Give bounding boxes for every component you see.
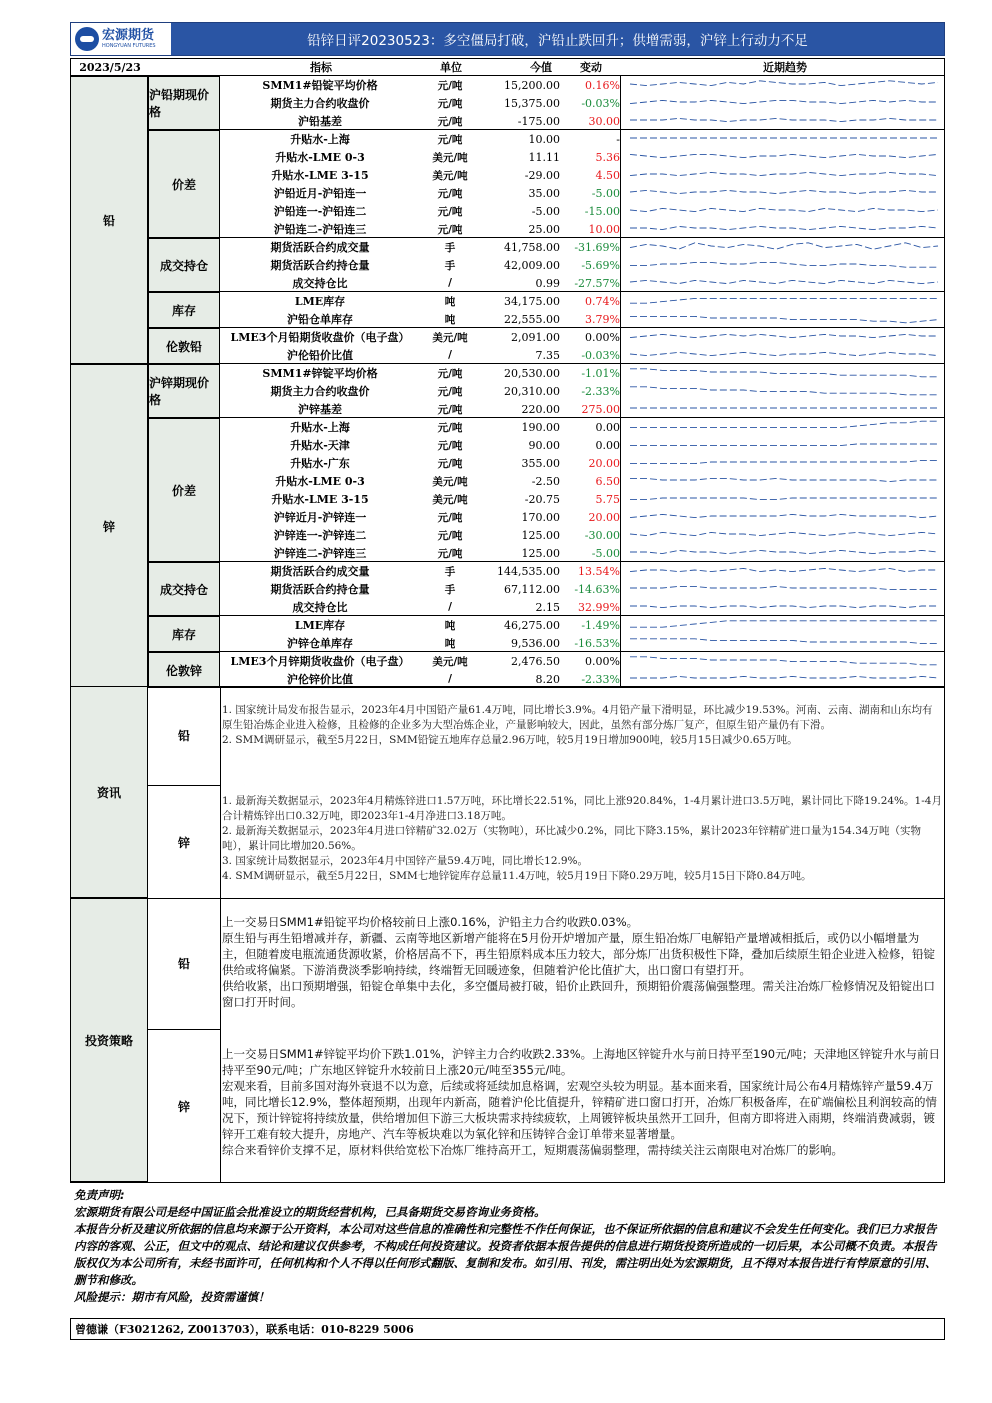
news-lead-item: 2. SMM调研显示，截至5月22日，SMM铅锭五地库存总量2.96万吨，较5月19日增加900吨，较5月15日减少0.65万吨。 xyxy=(222,734,798,746)
unit-value: 手 xyxy=(444,565,456,578)
company-logo xyxy=(71,23,171,55)
indicator-name: LME库存 xyxy=(294,295,346,308)
report-header xyxy=(70,22,945,56)
trend-sparkline xyxy=(626,131,942,147)
sparkline-path xyxy=(630,280,938,283)
change-value: 0.74% xyxy=(585,294,620,308)
current-value: 220.00 xyxy=(521,402,560,416)
trend-sparkline xyxy=(626,275,942,291)
indicator-name: 期货活跃合约持仓量 xyxy=(270,259,370,272)
change-value: -5.00 xyxy=(591,546,620,560)
divider xyxy=(70,898,945,899)
current-value: -5.00 xyxy=(531,204,560,218)
report-title: 铅锌日评20230523：多空僵局打破，沪铅止跌回升；供增需弱，沪锌上行动力不足 xyxy=(171,23,944,55)
change-value: -2.33% xyxy=(581,672,620,686)
change-value: 0.00% xyxy=(585,654,620,668)
current-value: 42,009.00 xyxy=(504,258,560,272)
group-label: 成交持仓 xyxy=(148,562,220,616)
value-header: 今值 xyxy=(530,61,552,74)
current-value: 15,375.00 xyxy=(504,96,560,110)
group-label: 伦敦铅 xyxy=(148,328,220,364)
group-label: 成交持仓 xyxy=(148,238,220,292)
change-value: 20.00 xyxy=(588,456,620,470)
change-value: - xyxy=(616,132,620,146)
trend-sparkline xyxy=(626,311,942,327)
trend-sparkline xyxy=(626,401,942,417)
trend-sparkline xyxy=(626,149,942,165)
sparkline-path xyxy=(630,478,938,481)
indicator-name: 升贴水-上海 xyxy=(290,421,350,434)
unit-value: 元/吨 xyxy=(437,439,463,452)
unit-value: 美元/吨 xyxy=(432,655,468,668)
indicator-name: 升贴水-上海 xyxy=(290,133,350,146)
unit-value: 手 xyxy=(444,241,456,254)
change-value: -15.00 xyxy=(584,204,620,218)
unit-value: 吨 xyxy=(444,295,456,308)
indicator-name: 升贴水-LME 0-3 xyxy=(275,475,365,488)
current-value: 34,175.00 xyxy=(504,294,560,308)
change-value: -31.69% xyxy=(574,240,620,254)
news-zinc-item: 3. 国家统计局数据显示，2023年4月中国锌产量59.4万吨，同比增长12.9%。 xyxy=(222,855,588,867)
unit-value: 吨 xyxy=(444,619,456,632)
change-value: -1.01% xyxy=(581,366,620,380)
unit-value: 元/吨 xyxy=(437,205,463,218)
sparkline-path xyxy=(630,369,938,377)
trend-sparkline xyxy=(626,599,942,615)
current-value: 7.35 xyxy=(535,348,560,362)
current-value: 125.00 xyxy=(521,528,560,542)
change-value: 30.00 xyxy=(588,114,620,128)
unit-value: 美元/吨 xyxy=(432,151,468,164)
unit-value: 美元/吨 xyxy=(432,475,468,488)
strategy-lead-para: 上一交易日SMM1#铅锭平均价格较前日上涨0.16%，沪铅主力合约收跌0.03%。 xyxy=(222,915,639,929)
trend-sparkline xyxy=(626,77,942,93)
unit-value: 吨 xyxy=(444,637,456,650)
sparkline-path xyxy=(630,262,938,267)
trend-sparkline xyxy=(626,329,942,345)
trend-sparkline xyxy=(626,491,942,507)
sparkline-path xyxy=(630,208,938,211)
sparkline-path xyxy=(630,334,938,337)
change-value: -2.33% xyxy=(581,384,620,398)
unit-value: / xyxy=(448,349,452,361)
group-label: 价差 xyxy=(148,418,220,562)
current-value: 190.00 xyxy=(521,420,560,434)
unit-value: 元/吨 xyxy=(437,79,463,92)
logo-icon xyxy=(75,27,99,51)
unit-header: 单位 xyxy=(440,61,462,74)
current-value: 20,310.00 xyxy=(504,384,560,398)
trend-sparkline xyxy=(626,653,942,669)
current-value: 144,535.00 xyxy=(497,564,560,578)
unit-value: 元/吨 xyxy=(437,457,463,470)
indicator-name: 沪铅连二-沪铅连三 xyxy=(273,223,367,236)
indicator-name: 升贴水-LME 3-15 xyxy=(271,493,369,506)
change-value: -14.63% xyxy=(574,582,620,596)
change-value: 5.75 xyxy=(595,492,620,506)
sparkline-path xyxy=(630,568,938,571)
change-value: 20.00 xyxy=(588,510,620,524)
trend-header: 近期趋势 xyxy=(763,61,807,74)
divider xyxy=(148,687,945,688)
sparkline-path xyxy=(630,352,938,355)
sparkline-path xyxy=(630,154,938,157)
unit-value: 元/吨 xyxy=(437,385,463,398)
group-label: 沪铅期现价格 xyxy=(148,76,220,130)
divider xyxy=(70,686,945,687)
report-sheet xyxy=(70,22,945,1340)
sparkline-path xyxy=(630,243,938,249)
divider xyxy=(70,686,71,1182)
sparkline-path xyxy=(630,606,938,608)
sparkline-path xyxy=(630,621,938,627)
divider xyxy=(944,58,945,688)
current-value: 9,536.00 xyxy=(511,636,560,650)
report-date: 2023/5/23 xyxy=(79,60,141,74)
indicator-name: 沪锌近月-沪锌连一 xyxy=(273,511,367,524)
indicator-name: 沪伦铅价比值 xyxy=(287,349,353,362)
indicator-name: 成交持仓比 xyxy=(292,601,348,614)
indicator-header: 指标 xyxy=(310,61,332,74)
sparkline-path xyxy=(630,298,938,303)
strategy-zinc-para: 上一交易日SMM1#锌锭平均价下跌1.01%，沪锌主力合约收跌2.33%。上海地区锌锭升水与前日持平至190元/吨；天津地区锌锭升水与前日持平至90元/吨；广东地区锌锭升水较前日上涨20元/吨至355元/吨。 xyxy=(222,1047,940,1077)
indicator-name: 期货主力合约收盘价 xyxy=(270,385,370,398)
strategy-zinc-para: 宏观来看，目前多国对海外衰退不以为意，后续或将延续加息格调，宏观空头较为明显。基本面来看，国家统计局公布4月精炼锌产量59.4万吨，同比增长12.9%，整体超预期，出现年内新高，随着沪伦比值提升，锌精矿进口窗口打开，冶炼厂积极备库，在矿端偏松且利润较高的情况下，预计锌锭将持续放量，供给增加但下游三大板块需求持续疲软，上周镀锌板块虽然开工回升，但南方即将进入雨期，终端消费减弱，镀锌开工难有较大提升，房地产、汽车等板块难以为氧化锌和压铸锌合金订单带来显著增量。 xyxy=(222,1079,938,1141)
change-value: 0.16% xyxy=(585,78,620,92)
indicator-name: 成交持仓比 xyxy=(292,277,348,290)
analyst-contact: 曾德谦（F3021262, Z0013703），联系电话：010-8229 5006 xyxy=(70,1318,945,1340)
change-value: 13.54% xyxy=(578,564,620,578)
indicator-name: 沪锌连二-沪锌连三 xyxy=(273,547,367,560)
sparkline-path xyxy=(630,639,938,644)
sparkline-path xyxy=(630,657,938,665)
change-value: -27.57% xyxy=(574,276,620,290)
indicator-name: 升贴水-LME 0-3 xyxy=(275,151,365,164)
logo-english: HONGYUAN FUTURES xyxy=(102,43,156,49)
trend-sparkline xyxy=(626,473,942,489)
unit-value: 元/吨 xyxy=(437,187,463,200)
sparkline-path xyxy=(630,387,938,395)
strategy-lead-para: 供给收紧，出口预期增强，铅锭仓单集中去化，多空僵局被打破，铅价止跌回升，预期铅价震荡偏强整理。需关注冶炼厂检修情况及铅锭出口窗口打开时间。 xyxy=(222,979,935,1009)
change-value: -5.69% xyxy=(581,258,620,272)
indicator-name: 期货活跃合约成交量 xyxy=(270,241,370,254)
indicator-name: LME3个月锌期货收盘价（电子盘） xyxy=(230,655,410,668)
current-value: -2.50 xyxy=(531,474,560,488)
divider xyxy=(220,686,221,1182)
trend-sparkline xyxy=(626,509,942,525)
current-value: 11.11 xyxy=(528,150,560,164)
indicator-name: 沪铅连一-沪铅连二 xyxy=(273,205,367,218)
change-value: 0.00% xyxy=(585,330,620,344)
indicator-name: 升贴水-广东 xyxy=(290,457,350,470)
sparkline-path xyxy=(630,444,938,446)
sparkline-path xyxy=(630,100,938,103)
unit-value: 元/吨 xyxy=(437,511,463,524)
group-label: 伦敦锌 xyxy=(148,652,220,688)
indicator-name: 升贴水-LME 3-15 xyxy=(271,169,369,182)
sparkline-path xyxy=(630,226,938,229)
sparkline-path xyxy=(630,514,938,517)
strategy-zinc-text xyxy=(222,1046,942,1158)
change-value: 0.00 xyxy=(595,438,620,452)
current-value: 10.00 xyxy=(528,132,560,146)
trend-sparkline xyxy=(626,581,942,597)
current-value: 41,758.00 xyxy=(504,240,560,254)
trend-sparkline xyxy=(626,221,942,237)
change-value: 6.50 xyxy=(595,474,620,488)
news-zinc-item: 1. 最新海关数据显示，2023年4月精炼锌进口1.57万吨，环比增长22.51%，同比上涨920.84%，1-4月累计进口3.5万吨，累计同比下降19.24%。1-4月合计精炼锌出口0.32万吨，即2023年1-4月净进口3.18万吨。 xyxy=(222,795,942,822)
unit-value: 美元/吨 xyxy=(432,331,468,344)
current-value: 67,112.00 xyxy=(504,582,560,596)
strategy-lead-label: 铅 xyxy=(148,898,220,1030)
unit-value: 元/吨 xyxy=(437,223,463,236)
current-value: 2.15 xyxy=(535,600,560,614)
current-value: 2,476.50 xyxy=(511,654,560,668)
indicator-name: SMM1#锌锭平均价格 xyxy=(262,367,378,380)
indicator-name: 沪锌基差 xyxy=(298,403,342,416)
trend-sparkline xyxy=(626,185,942,201)
change-value: 3.79% xyxy=(585,312,620,326)
trend-sparkline xyxy=(626,617,942,633)
disclaimer-line: 本报告分析及建议所依据的信息均来源于公开资料，本公司对这些信息的准确性和完整性不作任何保证，也不保证所依据的信息和建议不会发生任何变化。我们已力求报告内容的客观、公正，但文中的观点、结论和建议仅供参考，不构成任何投资建议。投资者依据本报告提供的信息进行期货投资所造成的一切后果，本公司概不负责。本报告版权仅为本公司所有，未经书面许可，任何机构和个人不得以任何形式翻版、复制和发布。如引用、刊发，需注明出处为宏源期货，且不得对本报告进行有悖原意的引用、删节和修改。 xyxy=(74,1222,937,1287)
trend-sparkline xyxy=(626,437,942,453)
trend-sparkline xyxy=(626,455,942,471)
current-value: 125.00 xyxy=(521,546,560,560)
unit-value: 美元/吨 xyxy=(432,169,468,182)
unit-value: 吨 xyxy=(444,313,456,326)
unit-value: 元/吨 xyxy=(437,529,463,542)
current-value: 20,530.00 xyxy=(504,366,560,380)
unit-value: 元/吨 xyxy=(437,115,463,128)
disclaimer-line: 风险提示：期市有风险，投资需谨慎！ xyxy=(74,1290,270,1304)
indicator-name: 期货活跃合约成交量 xyxy=(270,565,370,578)
sparkline-path xyxy=(630,550,938,553)
trend-sparkline xyxy=(626,167,942,183)
indicator-name: LME3个月铅期货收盘价（电子盘） xyxy=(230,331,410,344)
divider xyxy=(70,1182,945,1183)
change-value: -5.00 xyxy=(591,186,620,200)
metal-label: 锌 xyxy=(70,364,148,688)
unit-value: 元/吨 xyxy=(437,403,463,416)
strategy-lead-para: 原生铅与再生铅增减并存，新疆、云南等地区新增产能将在5月份开炉增加产量，原生铅冶炼厂电解铅产量增减相抵后，或仍以小幅增量为主，但随着废电瓶流通货源收紧，价格居高不下，再生铅原料成本压力较大，部分炼厂出货积极性下降，叠加后续原生铅企业进入检修，铅锭供给或将偏紧。下游消费淡季影响持续，终端暂无回暖迹象，但随着沪伦比值扩大，出口窗口有望打开。 xyxy=(222,931,935,977)
current-value: 25.00 xyxy=(528,222,560,236)
logo-name: 宏源期货 xyxy=(102,28,155,43)
trend-sparkline xyxy=(626,347,942,363)
indicator-name: LME库存 xyxy=(294,619,346,632)
divider xyxy=(620,76,621,688)
unit-value: 元/吨 xyxy=(437,547,463,560)
sparkline-path xyxy=(630,460,938,463)
indicator-name: 沪锌连一-沪锌连二 xyxy=(273,529,367,542)
column-header-row xyxy=(70,58,945,76)
trend-sparkline xyxy=(626,545,942,561)
divider xyxy=(944,686,945,1182)
group-label: 价差 xyxy=(148,130,220,238)
trend-sparkline xyxy=(626,365,942,381)
change-value: -0.03% xyxy=(581,348,620,362)
current-value: 46,275.00 xyxy=(504,618,560,632)
trend-sparkline xyxy=(626,671,942,687)
trend-sparkline xyxy=(626,257,942,273)
change-header: 变动 xyxy=(580,61,602,74)
change-value: 4.50 xyxy=(595,168,620,182)
sparkline-path xyxy=(630,586,938,589)
change-value: 0.00 xyxy=(595,420,620,434)
news-zinc-label: 锌 xyxy=(177,835,190,850)
sparkline-path xyxy=(630,532,938,535)
indicator-name: 升贴水-天津 xyxy=(290,439,350,452)
unit-value: 元/吨 xyxy=(437,97,463,110)
group-label: 库存 xyxy=(148,292,220,328)
indicator-name: 沪锌仓单库存 xyxy=(287,637,353,650)
current-value: 170.00 xyxy=(521,510,560,524)
metal-label: 铅 xyxy=(70,76,148,364)
indicator-name: 沪铅基差 xyxy=(298,115,342,128)
unit-value: / xyxy=(448,601,452,613)
current-value: 0.99 xyxy=(535,276,560,290)
trend-sparkline xyxy=(626,563,942,579)
unit-value: 手 xyxy=(444,583,456,596)
current-value: -29.00 xyxy=(524,168,560,182)
sparkline-path xyxy=(630,190,938,193)
indicator-name: 沪伦锌价比值 xyxy=(287,673,353,686)
change-value: -1.49% xyxy=(581,618,620,632)
change-value: -0.03% xyxy=(581,96,620,110)
news-zinc-text xyxy=(222,794,942,884)
change-value: 10.00 xyxy=(588,222,620,236)
trend-sparkline xyxy=(626,113,942,129)
change-value: 275.00 xyxy=(581,402,620,416)
sparkline-path xyxy=(630,676,938,678)
trend-sparkline xyxy=(626,527,942,543)
sparkline-path xyxy=(630,316,938,322)
indicator-name: 沪铅近月-沪铅连一 xyxy=(273,187,367,200)
unit-value: / xyxy=(448,277,452,289)
trend-sparkline xyxy=(626,239,942,255)
change-value: 5.36 xyxy=(595,150,620,164)
unit-value: 元/吨 xyxy=(437,421,463,434)
news-lead-text xyxy=(222,703,942,748)
current-value: -20.75 xyxy=(524,492,560,506)
trend-sparkline xyxy=(626,419,942,435)
disclaimer-heading: 免责声明: xyxy=(74,1188,125,1202)
strategy-zinc-para: 综合来看锌价支撑不足，原材料供给宽松下冶炼厂维持高开工，短期震荡偏弱整理，需持续关注云南限电对冶炼厂的影响。 xyxy=(222,1143,843,1157)
unit-value: 手 xyxy=(444,259,456,272)
disclaimer xyxy=(70,1185,945,1308)
indicator-name: 期货主力合约收盘价 xyxy=(270,97,370,110)
trend-sparkline xyxy=(626,383,942,399)
change-value: -30.00 xyxy=(584,528,620,542)
news-section-label: 资讯 xyxy=(70,686,148,898)
current-value: 2,091.00 xyxy=(511,330,560,344)
strategy-lead-text xyxy=(222,914,942,1010)
trend-sparkline xyxy=(626,203,942,219)
unit-value: 元/吨 xyxy=(437,367,463,380)
strategy-section-label: 投资策略 xyxy=(70,898,148,1182)
trend-sparkline xyxy=(626,95,942,111)
news-zinc-item: 2. 最新海关数据显示，2023年4月进口锌精矿32.02万（实物吨），环比减少0.2%，同比下降3.15%，累计2023年锌精矿进口量为154.34万吨（实物吨），累计同比增加20.56%。 xyxy=(222,825,922,852)
sparkline-path xyxy=(630,118,938,121)
current-value: 8.20 xyxy=(535,672,560,686)
change-value: 32.99% xyxy=(578,600,620,614)
indicator-name: SMM1#铅锭平均价格 xyxy=(262,79,378,92)
current-value: -175.00 xyxy=(517,114,560,128)
unit-value: 美元/吨 xyxy=(432,493,468,506)
indicator-name: 期货活跃合约持仓量 xyxy=(270,583,370,596)
current-value: 15,200.00 xyxy=(504,78,560,92)
news-lead-label: 铅 xyxy=(148,686,220,786)
current-value: 22,555.00 xyxy=(504,312,560,326)
unit-value: / xyxy=(448,673,452,685)
news-zinc-item: 4. SMM调研显示，截至5月22日，SMM七地锌锭库存总量11.4万吨，较5月19日下降0.29万吨，较5月15日下降0.84万吨。 xyxy=(222,870,812,882)
news-lead-item: 1. 国家统计局发布报告显示，2023年4月中国铅产量61.4万吨，同比增长3.9%。4月铅产量下滑明显，环比减少19.53%。河南、云南、湖南和山东均有原生铅冶炼企业进入检修，且检修的企业多为大型冶炼企业，产量影响较大，因此，虽然有部分炼厂复产，但原生铅产量仍有下滑。 xyxy=(222,704,933,731)
disclaimer-line: 宏源期货有限公司是经中国证监会批准设立的期货经营机构，已具备期货交易咨询业务资格。 xyxy=(74,1205,546,1219)
strategy-zinc-label: 锌 xyxy=(177,1099,190,1114)
sparkline-path xyxy=(630,498,938,500)
trend-sparkline xyxy=(626,635,942,651)
current-value: 90.00 xyxy=(528,438,560,452)
group-label: 库存 xyxy=(148,616,220,652)
change-value: -16.53% xyxy=(574,636,620,650)
current-value: 355.00 xyxy=(521,456,560,470)
indicator-name: 沪铅仓单库存 xyxy=(287,313,353,326)
sparkline-path xyxy=(630,172,938,175)
current-value: 35.00 xyxy=(528,186,560,200)
sparkline-path xyxy=(630,421,938,427)
trend-sparkline xyxy=(626,293,942,309)
unit-value: 元/吨 xyxy=(437,133,463,146)
sparkline-path xyxy=(630,81,938,86)
group-label: 沪锌期现价格 xyxy=(148,364,220,418)
